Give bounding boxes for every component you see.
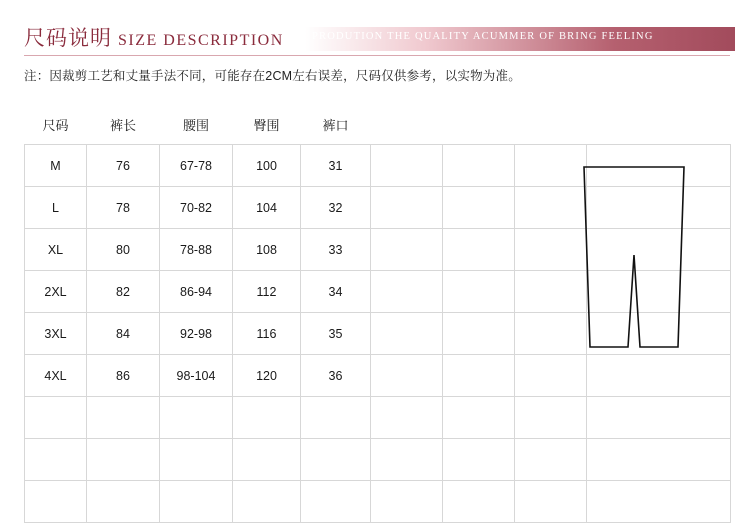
pants-diagram-icon	[578, 163, 690, 351]
cell-hip: 112	[233, 271, 301, 313]
cell-empty	[443, 145, 515, 187]
cell-empty	[515, 271, 587, 313]
cell-empty	[160, 397, 233, 439]
cell-empty	[587, 481, 731, 523]
cell-empty	[233, 397, 301, 439]
cell-hip: 108	[233, 229, 301, 271]
column-header: 裤口	[301, 104, 371, 145]
cell-cuff: 33	[301, 229, 371, 271]
cell-size: XL	[25, 229, 87, 271]
column-header	[515, 104, 587, 145]
cell-empty	[160, 439, 233, 481]
table-row	[25, 481, 731, 523]
table-row	[25, 439, 731, 481]
cell-empty	[87, 397, 160, 439]
cell-empty	[301, 481, 371, 523]
cell-empty	[371, 187, 443, 229]
cell-empty	[443, 271, 515, 313]
cell-empty	[371, 439, 443, 481]
cell-cuff: 31	[301, 145, 371, 187]
cell-empty	[160, 481, 233, 523]
cell-length: 82	[87, 271, 160, 313]
cell-empty	[443, 229, 515, 271]
cell-waist: 86-94	[160, 271, 233, 313]
cell-hip: 100	[233, 145, 301, 187]
column-header: 尺码	[25, 104, 87, 145]
cell-empty	[443, 439, 515, 481]
cell-hip: 104	[233, 187, 301, 229]
cell-waist: 67-78	[160, 145, 233, 187]
cell-hip: 120	[233, 355, 301, 397]
cell-waist: 98-104	[160, 355, 233, 397]
cell-empty	[515, 397, 587, 439]
cell-empty	[587, 439, 731, 481]
page-title	[24, 22, 284, 52]
cell-empty	[443, 481, 515, 523]
cell-hip: 116	[233, 313, 301, 355]
cell-length: 78	[87, 187, 160, 229]
table-header-row	[25, 104, 731, 145]
column-header: 臀围	[233, 104, 301, 145]
cell-waist: 92-98	[160, 313, 233, 355]
cell-length: 86	[87, 355, 160, 397]
cell-empty	[25, 481, 87, 523]
cell-empty	[515, 439, 587, 481]
table-row	[25, 397, 731, 439]
cell-empty	[443, 313, 515, 355]
cell-empty	[371, 313, 443, 355]
column-header	[587, 104, 731, 145]
cell-empty	[443, 355, 515, 397]
cell-empty	[443, 187, 515, 229]
cell-empty	[301, 397, 371, 439]
table-row	[25, 355, 731, 397]
cell-cuff: 35	[301, 313, 371, 355]
cell-length: 84	[87, 313, 160, 355]
cell-empty	[371, 481, 443, 523]
cell-size: 4XL	[25, 355, 87, 397]
cell-empty	[233, 481, 301, 523]
cell-empty	[515, 145, 587, 187]
page-title-cn: 尺码说明	[24, 26, 112, 50]
column-header: 腰围	[160, 104, 233, 145]
cell-empty	[87, 481, 160, 523]
header-divider	[24, 55, 730, 56]
cell-cuff: 36	[301, 355, 371, 397]
cell-empty	[25, 439, 87, 481]
cell-empty	[443, 397, 515, 439]
column-header	[371, 104, 443, 145]
page-title-en: SIZE DESCRIPTION	[118, 32, 284, 49]
cell-empty	[371, 397, 443, 439]
cell-empty	[587, 355, 731, 397]
cell-size: M	[25, 145, 87, 187]
cell-waist: 70-82	[160, 187, 233, 229]
cell-size: L	[25, 187, 87, 229]
cell-waist: 78-88	[160, 229, 233, 271]
cell-empty	[515, 313, 587, 355]
cell-empty	[515, 355, 587, 397]
cell-empty	[515, 229, 587, 271]
cell-empty	[233, 439, 301, 481]
cell-empty	[587, 397, 731, 439]
cell-size: 3XL	[25, 313, 87, 355]
header-band-text: PRODUTION THE QUALITY ACUMMER OF BRING FEELING	[312, 31, 654, 42]
cell-empty	[371, 145, 443, 187]
cell-empty	[301, 439, 371, 481]
cell-empty	[515, 187, 587, 229]
page-header	[0, 22, 750, 56]
cell-empty	[87, 439, 160, 481]
column-header: 裤长	[87, 104, 160, 145]
measurement-note: 注：因裁剪工艺和丈量手法不同，可能存在2CM左右误差，尺码仅供参考，以实物为准。	[24, 69, 521, 83]
cell-size: 2XL	[25, 271, 87, 313]
cell-empty	[25, 397, 87, 439]
cell-length: 80	[87, 229, 160, 271]
cell-cuff: 32	[301, 187, 371, 229]
cell-length: 76	[87, 145, 160, 187]
cell-empty	[371, 355, 443, 397]
cell-empty	[371, 271, 443, 313]
cell-cuff: 34	[301, 271, 371, 313]
cell-empty	[371, 229, 443, 271]
column-header	[443, 104, 515, 145]
cell-empty	[515, 481, 587, 523]
